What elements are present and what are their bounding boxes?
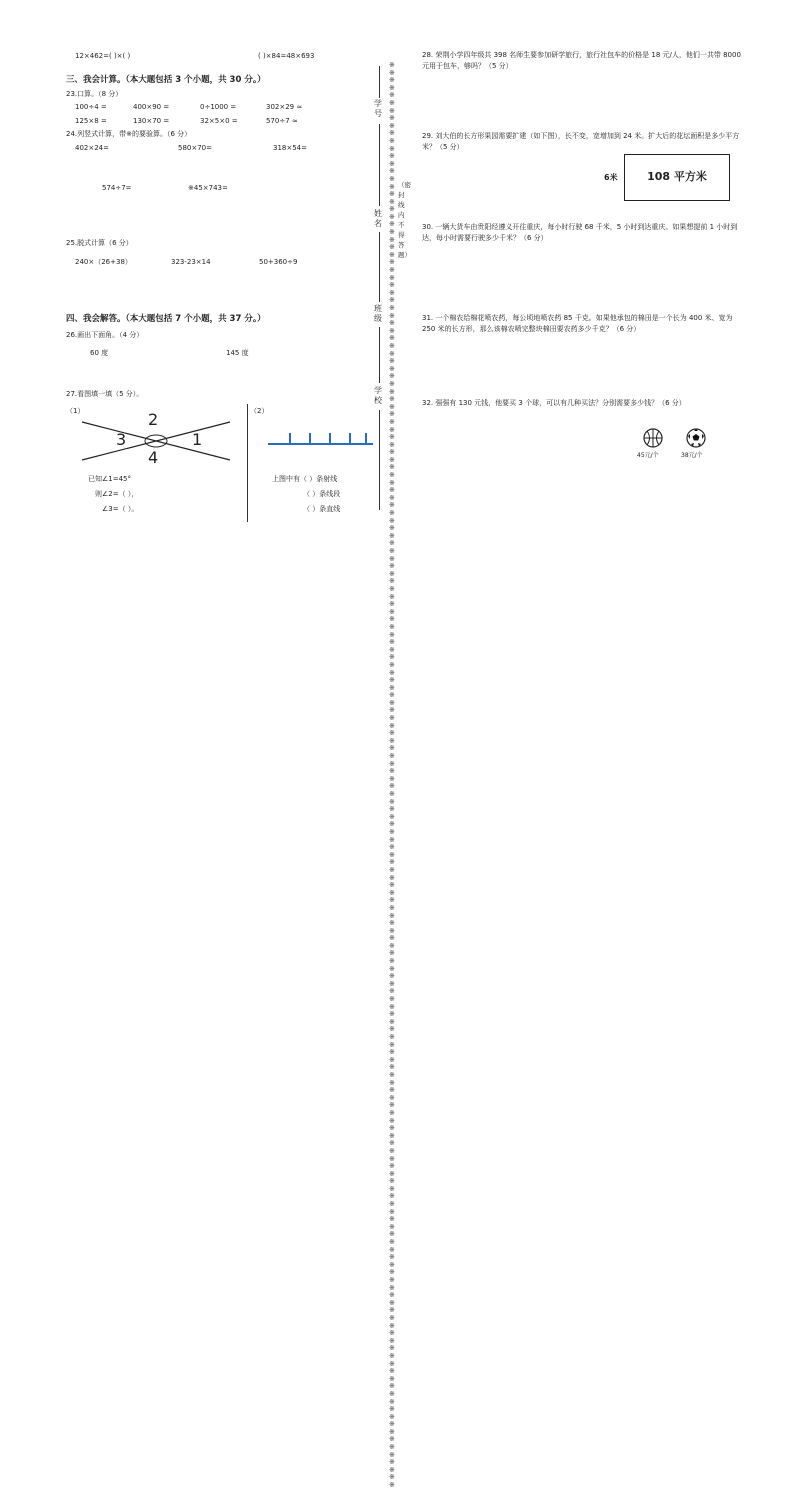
question-32: 32. 强强有 130 元钱，他要买 3 个球，可以有几种买法？分别需要多少钱？（6 分） xyxy=(422,399,686,407)
seal-line-pattern: ※※※※※※※※※※※※※※※※※※※※※※※※※※※※※※※※※※※※※※※※※※※※※※※※※※※※※※※※※※※※※※※※※※※※※※※※※※※※※※※※※※※※※※※※※※※※※※※※※※※※※※※※※※※※※※※※※※※※※※※※※※※※※※※※※※※※※※※※※※※※※※※※※※※※※※※※※※※※※※※※※※※※※※※※※※※※※※※※※※※※※※※※※※※※ xyxy=(389,61,395,1490)
given-angle: 已知∠1=45° xyxy=(88,475,132,483)
question-29: 29. 刘大伯的长方形果园需要扩建（如下图），长不变，宽增加到 24 米。扩大后的花坛面积是多少平方米？（5 分） xyxy=(422,132,740,151)
vertical-calc-item: 580×70= xyxy=(178,144,212,152)
section-3-title: 三、我会计算。（本大题包括 3 个小题，共 30 分。） xyxy=(66,75,266,85)
vertical-calc-item: 574÷7= xyxy=(102,184,132,192)
basketball-price: 45元/个 xyxy=(637,452,659,459)
question-26: 26.画出下面角。（4 分） xyxy=(66,331,144,339)
angle-2-number: 2 xyxy=(148,410,159,429)
binding-blank xyxy=(379,124,380,206)
part-divider xyxy=(247,404,248,522)
basketball-icon xyxy=(643,428,663,448)
oral-item: 32×5×0 = xyxy=(200,117,238,125)
expression-item: 240×（26+38） xyxy=(75,258,132,266)
oral-item: 302×29 ≈ xyxy=(266,103,303,111)
binding-blank xyxy=(379,66,380,98)
vertical-calc-item: 318×54= xyxy=(273,144,307,152)
binding-blank xyxy=(379,410,380,510)
angle-item: 145 度 xyxy=(226,349,249,357)
question-23: 23.口算。（8 分） xyxy=(66,90,123,98)
section-4-title: 四、我会解答。（本大题包括 7 个小题，共 37 分。） xyxy=(66,314,266,324)
question-27: 27.看图填一填（5 分）。 xyxy=(66,390,144,398)
binding-label-student-id: 学号 xyxy=(374,99,382,118)
expression-item: 50+360÷9 xyxy=(259,258,298,266)
question-25: 25.脱式计算（6 分） xyxy=(66,239,133,247)
expression-item: 323-23×14 xyxy=(171,258,211,266)
line-count-question: （ ）条直线 xyxy=(303,505,341,513)
binding-label-school: 学校 xyxy=(374,386,382,405)
oral-item: 100÷4 = xyxy=(75,103,107,111)
angle-3-number: 3 xyxy=(116,430,127,449)
question-22-part-a: 12×462=( )×( ) xyxy=(75,52,131,60)
vertical-calc-item: ※45×743= xyxy=(188,184,228,192)
oral-item: 0÷1000 = xyxy=(200,103,237,111)
question-24: 24.列竖式计算，带※的要验算。（6 分） xyxy=(66,130,192,138)
question-30: 30. 一辆大货车由贵阳经遵义开往重庆，每小时行驶 68 千米，5 小时到达重庆。如果想提前 1 小时到达，每小时需要行驶多少千米？（6 分） xyxy=(422,223,738,242)
part-1-label: （1） xyxy=(66,407,85,415)
oral-item: 570÷7 ≈ xyxy=(266,117,298,125)
binding-blank xyxy=(379,232,380,302)
oral-item: 130×70 = xyxy=(133,117,170,125)
angle-4-number: 4 xyxy=(148,448,159,467)
angle-item: 60 度 xyxy=(90,349,109,357)
angle-1-number: 1 xyxy=(192,430,203,449)
soccer-ball-price: 38元/个 xyxy=(681,452,703,459)
binding-label-class: 班级 xyxy=(374,304,382,323)
vertical-calc-item: 402×24= xyxy=(75,144,109,152)
question-28: 28. 荣荆小学四年级共 398 名师生要参加研学旅行，旅行社包车的价格是 18 元/人，他们一共带 8000 元用于包车，够吗？（5 分） xyxy=(422,51,741,70)
soccer-ball-icon xyxy=(686,428,706,448)
binding-label-name: 姓名 xyxy=(374,209,382,228)
seal-line-notice: （密 封 线 内 不 得 答 题） xyxy=(398,181,411,259)
ask-angle-3: ∠3=（ ）。 xyxy=(102,505,139,513)
ray-count-question: 上图中有（ ）条射线 xyxy=(272,475,338,483)
ray-segment-figure xyxy=(262,428,377,448)
figure-width-label: 6米 xyxy=(604,173,618,182)
segment-count-question: （ ）条线段 xyxy=(303,490,341,498)
area-rectangle xyxy=(624,154,730,201)
ask-angle-2: 则∠2=（ ）， xyxy=(95,490,139,498)
oral-item: 400×90 = xyxy=(133,103,170,111)
part-2-label: （2） xyxy=(250,407,269,415)
area-value: 108 平方米 xyxy=(647,170,707,183)
oral-item: 125×8 = xyxy=(75,117,107,125)
binding-blank xyxy=(379,327,380,383)
question-22-part-b: ( )×84=48×693 xyxy=(258,52,315,60)
question-31: 31. 一个棉农给棉花喷农药，每公顷地喷农药 85 千克。如果他承包的棉田是一个长为 400 米、宽为 250 米的长方形，那么该棉农喷完整块棉田要农药多少千克？（6 分） xyxy=(422,314,733,333)
